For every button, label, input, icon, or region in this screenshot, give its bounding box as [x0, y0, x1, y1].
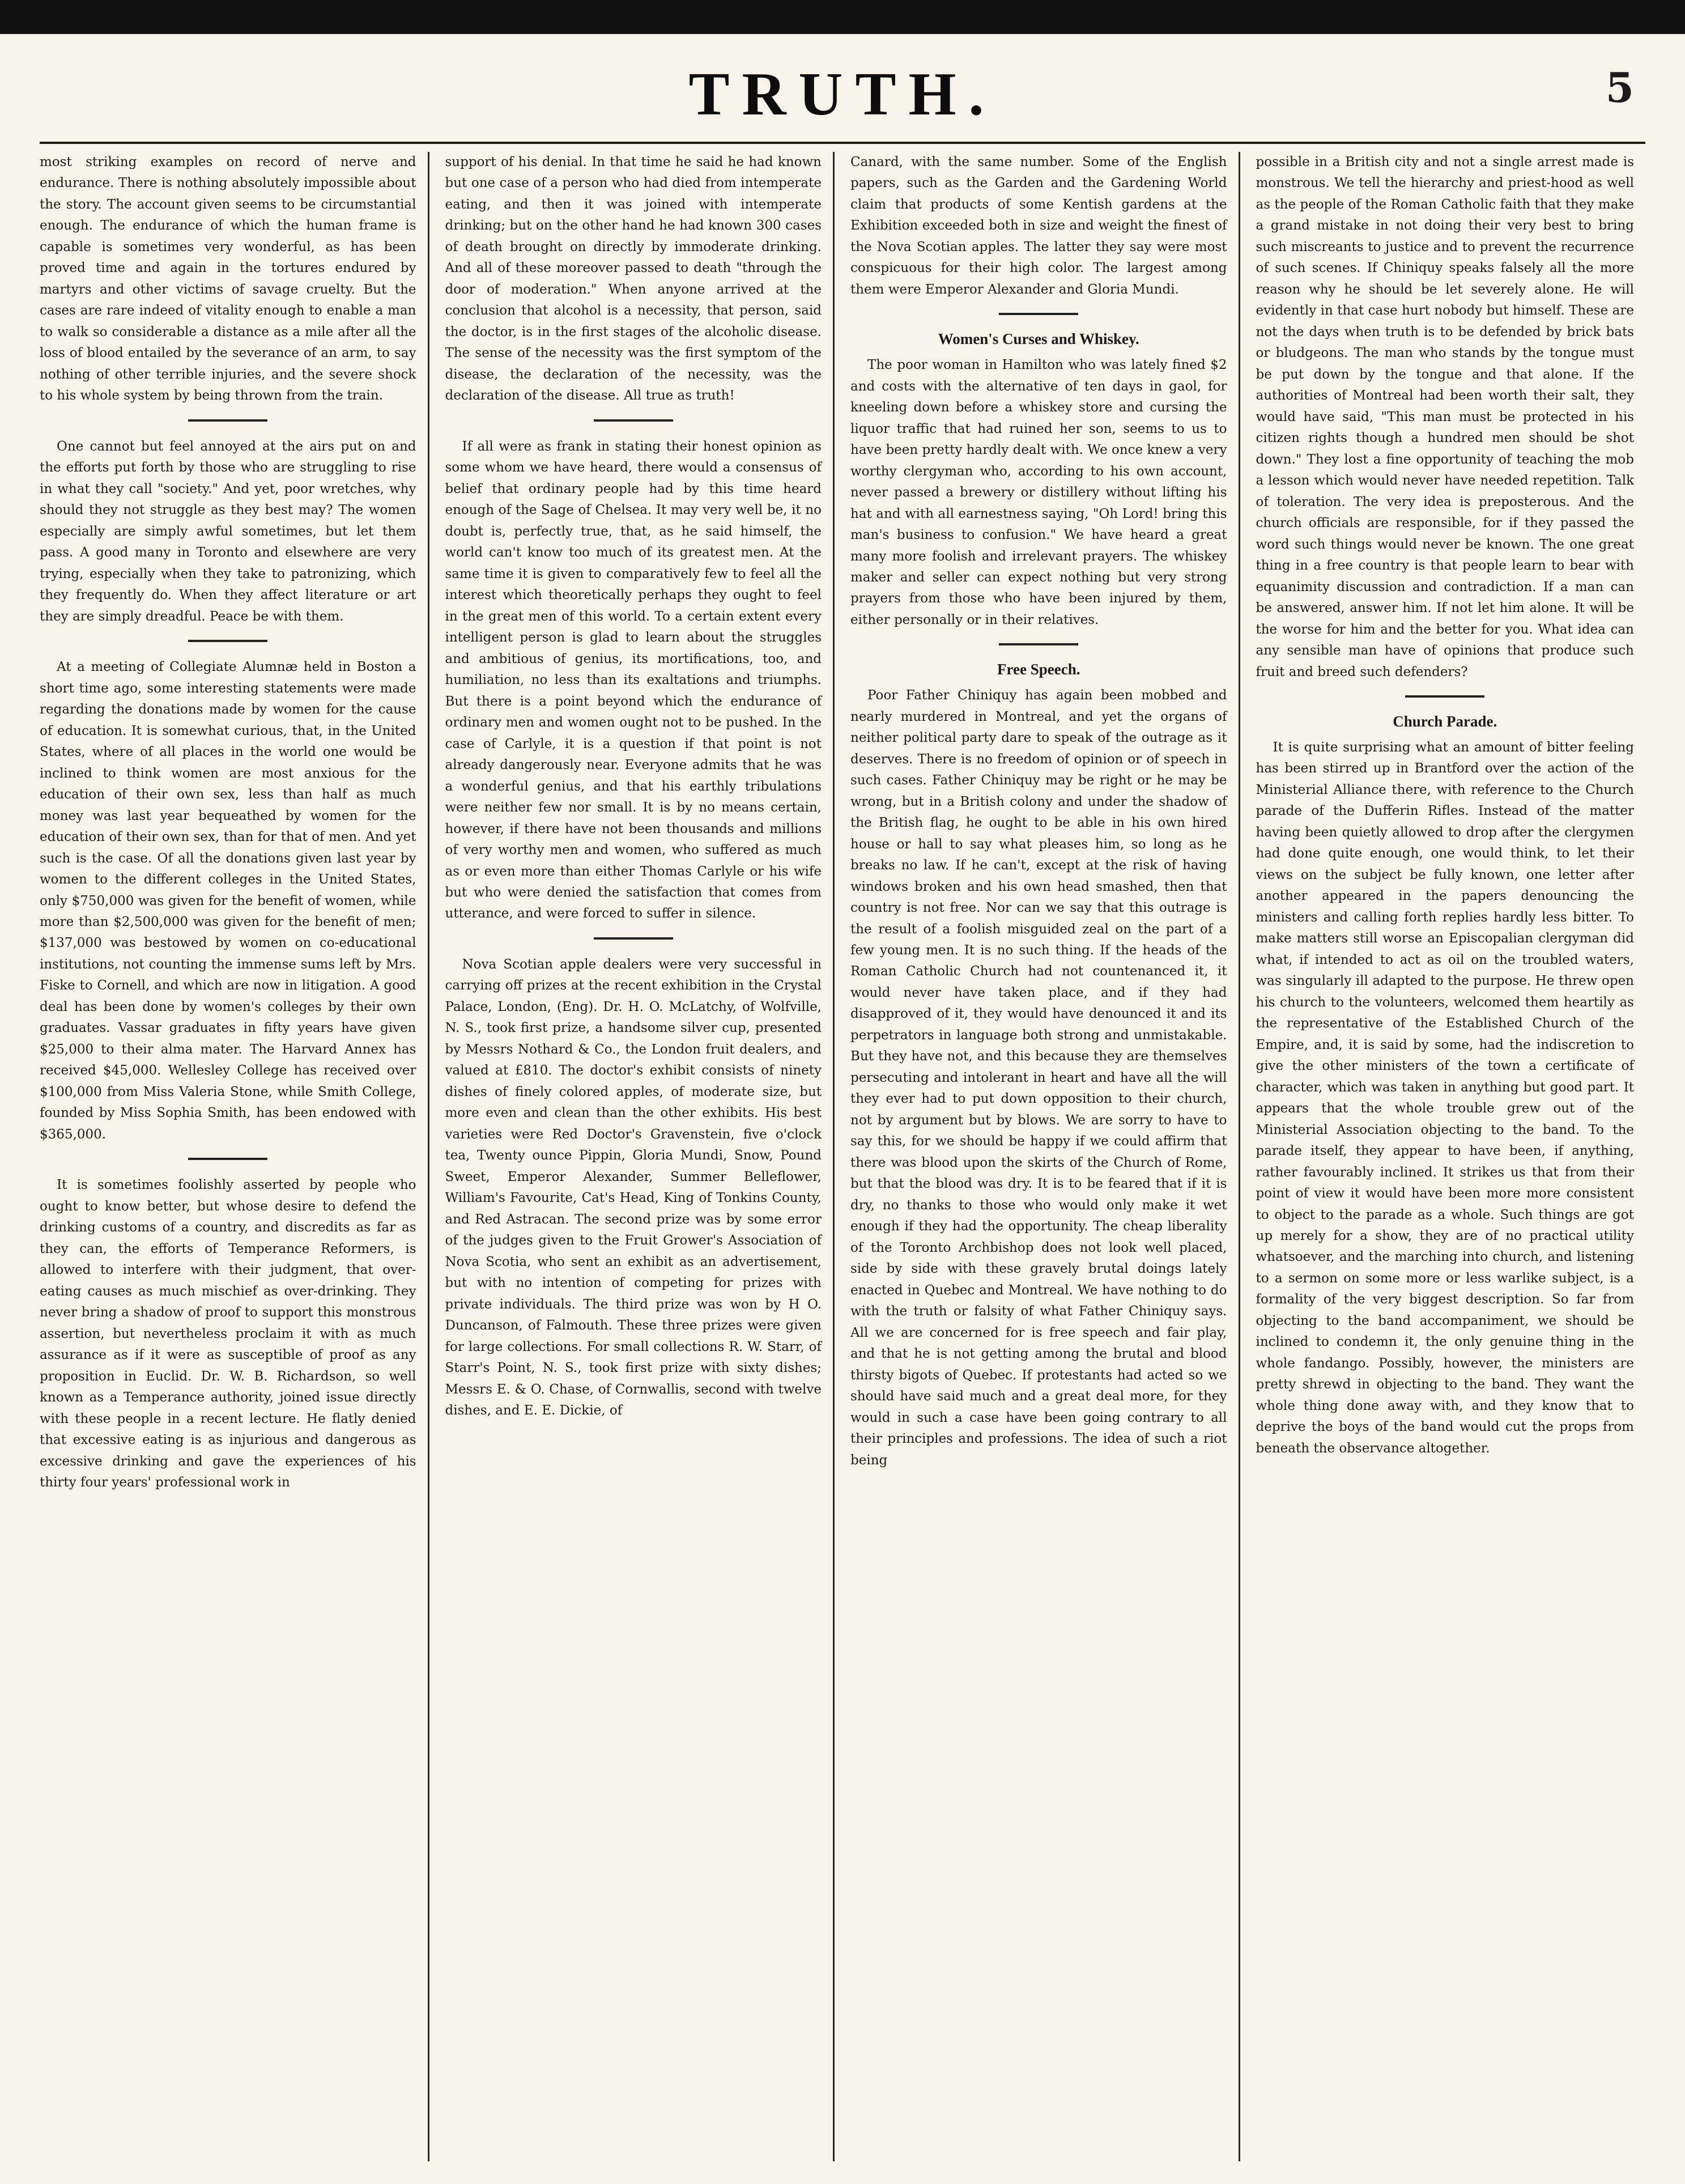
newspaper-title: TRUTH. [688, 61, 997, 128]
story-separator-rule [999, 643, 1078, 645]
article [445, 152, 822, 407]
article [850, 330, 1227, 631]
article [1256, 712, 1635, 1459]
top-border-rule [0, 0, 1685, 34]
article [1256, 152, 1635, 683]
story-separator-rule [188, 419, 267, 422]
column-1 [40, 152, 429, 2161]
article-headline: Free Speech. [997, 661, 1080, 678]
story-separator-rule [1405, 695, 1484, 698]
article-body: It is sometimes foolishly asserted by people who ought to know better, but whose desire to defend the drinking customs of a country, and discredits as far as they can, the efforts of Temperance Reformers, is allowed to interfere with their judgment, that over-eating causes as much mischief as over-drinking. They never bring a shadow of proof to support this monstrous assertion, but nevertheless proclaim it with as much assurance as if it were as susceptible of proof as any proposition in Euclid. Dr. W. B. Richardson, so well known as a Temperance authority, joined issue directly with these people in a recent lecture. He flatly denied that excessive eating is as injurious and dangerous as excessive drinking and gave the experiences of his thirty four years' professional work in [40, 1178, 416, 1490]
article-body: most striking examples on record of nerve and endurance. There is nothing absolutely impossible about the story. The account given seems to be circumstantial enough. The endurance of which the human frame is capable is sometimes very wonderful, as has been proved time and again in the tortures endured by martyrs and other victims of savage cruelty. But the cases are rare indeed of vitality enough to enable a man to walk so considerable a distance as a mile after all the loss of blood entailed by the severance of an arm, to say nothing of other terrible injuries, and the severe shock to his whole system by being thrown from the train. [40, 155, 416, 403]
story-separator-rule [188, 1158, 267, 1160]
story-separator-rule [594, 937, 673, 940]
story-separator-rule [999, 313, 1078, 315]
article-body: possible in a British city and not a single arrest made is monstrous. We tell the hierarchy and priest-hood as well as the people of the Roman Catholic faith that they make a grand mistake in not doing their very best to bring such miscreants to justice and to prevent the recurrence of such scenes. If Chiniquy speaks falsely all the more reason why he should be let severely alone. He will evidently in that case hurt nobody but himself. These are not the days when truth is to be defended by brick bats or bludgeons. The man who stands by the tongue must be put down by the tongue and that alone. If the authorities of Montreal had been worth their salt, they would have said, "This man must be protected in his citizen rights though a hundred men should be shot down." They lost a fine opportunity of teaching the mob a lesson which would never have needed repetition. Talk of toleration. The very idea is preposterous. And the church officials are responsible, for if they passed the word such things would never be known. The one great thing in a free country is that people learn to bear with equanimity discussion and contradiction. If a man can be answered, answer him. If not let him alone. It will be the worse for him and the better for you. What idea can any sensible man have of opinions that produce such fruit and breed such defenders? [1256, 155, 1634, 679]
masthead [34, 52, 1651, 137]
article [40, 657, 416, 1145]
article-body: It is quite surprising what an amount of bitter feeling has been stirred up in Brantford over the action of the Ministerial Alliance there, with reference to the Church parade of the Dufferin Rifles. Instead of the matter having been quietly allowed to drop after the clergymen had done quite enough, one would think, to let their views on the subject be fully known, one letter after another appeared in the papers denouncing the ministers and calling forth replies hardly less bitter. To make matters still worse an Episcopalian clergyman did what, if intended to act as oil on the troubled waters, was singularly ill adapted to the purpose. He threw open his church to the volunteers, welcomed them heartily as the representative of the Established Church of the Empire, and, it is said by some, had the indiscretion to give the other ministers of the town a certificate of character, which was taken in anything but good part. It appears that the whole trouble grew out of the Ministerial Association objecting to the band. To the parade itself, they appear to have been, if anything, rather favourably inclined. It strikes us that from their point of view it would have been more more consistent to object to the parade as a whole. Such things are got up merely for a show, they are of no practical utility whatsoever, and the marching into church, and listening to a sermon on some more or less warlike subject, is a formality of the very biggest description. So far from objecting to the band accompaniment, we should be inclined to condemn it, the only genuine thing in the whole fandango. Possibly, however, the ministers are pretty shrewd in objecting to the band. They want the whole thing done away with, and they know that to deprive the boys of the band would cut the props from beneath the observance altogether. [1256, 740, 1634, 1456]
article-body: support of his denial. In that time he said he had known but one case of a person who had died from intemperate eating, and then it was joined with intemperate drinking; but on the other hand he had known 300 cases of death brought on directly by immoderate drinking. And all of these moreover passed to death "through the door of moderation." When anyone arrived at the conclusion that alcohol is a necessity, that person, said the doctor, is in the first stages of the alcoholic disease. The sense of the necessity was the first symptom of the disease, the declaration of the necessity, was the declaration of the disease. All true as truth! [445, 155, 822, 403]
article-body: Nova Scotian apple dealers were very successful in carrying off prizes at the recent exhibition in the Crystal Palace, London, (Eng). Dr. H. O. McLatchy, of Wolfville, N. S., took first prize, a handsome silver cup, presented by Messrs Nothard & Co., the London fruit dealers, and valued at £810. The doctor's exhibit consists of ninety dishes of finely colored apples, of moderate size, but more even and clean than the other exhibits. His best varieties were Red Doctor's Gravenstein, five o'clock tea, Twenty ounce Pippin, Gloria Mundi, Snow, Pound Sweet, Emperor Alexander, Summer Belleflower, William's Favourite, Cat's Head, King of Tonkins County, and Red Astracan. The second prize was by some error of the judges given to the Fruit Grower's Association of Nova Scotia, who sent an exhibit as an advertisement, but with no intention of competing for prizes with private individuals. The third prize was won by H O. Duncanson, of Falmouth. These three prizes were given for large collections. For small collections R. W. Starr, of Starr's Point, N. S., took first prize with sixty dishes; Messrs E. & O. Chase, of Cornwallis, second with twelve dishes, and E. E. Dickie, of [445, 957, 822, 1418]
article-body: At a meeting of Collegiate Alumnæ held in Boston a short time ago, some interesting statements were made regarding the donations made by women for the cause of education. It is somewhat curious, that, in the United States, where of all places in the world one would be inclined to think women are most anxious for the education of their own sex, less than half as much money was last year bequeathed by women for the education of their own sex, than for that of men. And yet such is the case. Of all the donations given last year by women to the different colleges in the United States, only $750,000 was given for the benefit of women, while more than $2,500,000 was given for the benefit of men; $137,000 was bestowed by women on co-educational institutions, not counting the immense sums left by Mrs. Fiske to Cornell, and which are now in litigation. A good deal has been done by women's colleges by their own graduates. Vassar graduates in fifty years have given $25,000 to their alma mater. The Harvard Annex has received $45,000. Wellesley College has received over $100,000 from Miss Valeria Stone, while Smith College, founded by Miss Sophia Smith, has been endowed with $365,000. [40, 660, 416, 1142]
article-body: One cannot but feel annoyed at the airs put on and the efforts put forth by those who are struggling to rise in what they call "society." And yet, poor wretches, why should they not struggle as they best may? The women especially are simply awful sometimes, but let them pass. A good many in Toronto and elsewhere are very trying, especially when they take to patronizing, which they frequently do. When they affect literature or art they are simply dreadful. Peace be with them. [40, 439, 416, 624]
article [445, 436, 822, 925]
columns [40, 152, 1645, 2161]
article-body: Canard, with the same number. Some of the English papers, such as the Garden and the Gardening World claim that products of some Kentish gardens at the Exhibition exceeded both in size and weight the finest of the Nova Scotian apples. The latter they say were most conspicuous for their high color. The largest among them were Emperor Alexander and Gloria Mundi. [850, 155, 1227, 297]
masthead-rule [40, 142, 1645, 144]
article-body: The poor woman in Hamilton who was lately fined $2 and costs with the alternative of ten days in gaol, for kneeling down before a whiskey store and cursing the liquor traffic that had ruined her son, seems to us to have been pretty hardly dealt with. We once knew a very worthy clergyman who, according to his own account, never passed a brewery or distillery without lifting his hat and with all earnestness saying, "Oh Lord! bring this man's business to confusion." We have heard a great many more foolish and irrelevant prayers. The whiskey maker and seller can expect nothing but very strong prayers from those who have been injured by them, either personally or in their relatives. [850, 358, 1227, 627]
article [40, 1175, 416, 1493]
column-2 [445, 152, 835, 2161]
article-headline: Church Parade. [1393, 713, 1497, 730]
column-4 [1256, 152, 1646, 2161]
article [850, 660, 1227, 1471]
article-body: If all were as frank in stating their honest opinion as some whom we have heard, there would a consensus of belief that ordinary people had by this time heard enough of the Sage of Chelsea. It may very well be, it no doubt is, perfectly true, that, as he said himself, the world can't know too much of its greatest men. At the same time it is given to comparatively few to feel all the interest which theoretically perhaps they ought to feel in the great men of this world. To a certain extent every intelligent person is glad to learn about the struggles and ambitious of genius, its mortifications, too, and humiliation, no less than its exaltations and triumphs. But there is a point beyond which the endurance of ordinary men and women ought not to be pushed. In the case of Carlyle, it is a question if that point is not already dangerously near. Everyone admits that he was a wonderful genius, and that his earthly tribulations were neither few nor small. It is by no means certain, however, if there have not been thousands and millions of very worthy men and women, who suffered as much as or even more than either Thomas Carlyle or his wife but who were denied the satisfaction that comes from utterance, and were forced to suffer in silence. [445, 439, 822, 921]
story-separator-rule [594, 419, 673, 422]
column-3 [850, 152, 1240, 2161]
article [850, 152, 1227, 300]
article-headline: Women's Curses and Whiskey. [938, 330, 1139, 348]
article [445, 954, 822, 1422]
article-body: Poor Father Chiniquy has again been mobbed and nearly murdered in Montreal, and yet the organs of neither political party dare to speak of the outrage as it deserves. There is no freedom of opinion or of speech in such cases. Father Chiniquy may be right or he may be wrong, but in a British colony and under the shadow of the British flag, he ought to be able in his own hired house or hall to say what pleases him, so long as he breaks no law. If he can't, except at the risk of having windows broken and his own head smashed, then that country is not free. Nor can we say that this outrage is the result of a foolish misguided zeal on the part of a few young men. It is no such thing. If the heads of the Roman Catholic Church had not countenanced it, it would never have taken place, and if they had disapproved of it, they would have denounced it and its perpetrators in language both strong and unmistakable. But they have not, and this because they are themselves persecuting and intolerant in heart and have all the will they ever had to put down opposition to their church, not by argument but by blows. We are sorry to have to say this, for we should be happy if we could affirm that there was blood upon the skirts of the Church of Rome, but that the blood was dry. It is to be feared that if it is dry, no thanks to those who would only make it wet enough if they had the opportunity. The cheap liberality of the Toronto Archbishop does not look well placed, side by side with these gravely brutal doings lately enacted in Quebec and Montreal. We have nothing to do with the truth or falsity of what Father Chiniquy says. All we are concerned for is free speech and fair play, and that he is not getting among the brutal and blood thirsty bigots of Quebec. If protestants had acted so we should have said much and a great deal more, for they would in such a case have been going contrary to all their principles and professions. The idea of such a riot being [850, 688, 1227, 1468]
page-number: 5 [1605, 63, 1634, 112]
story-separator-rule [188, 640, 267, 642]
article [40, 436, 416, 627]
article [40, 152, 416, 407]
